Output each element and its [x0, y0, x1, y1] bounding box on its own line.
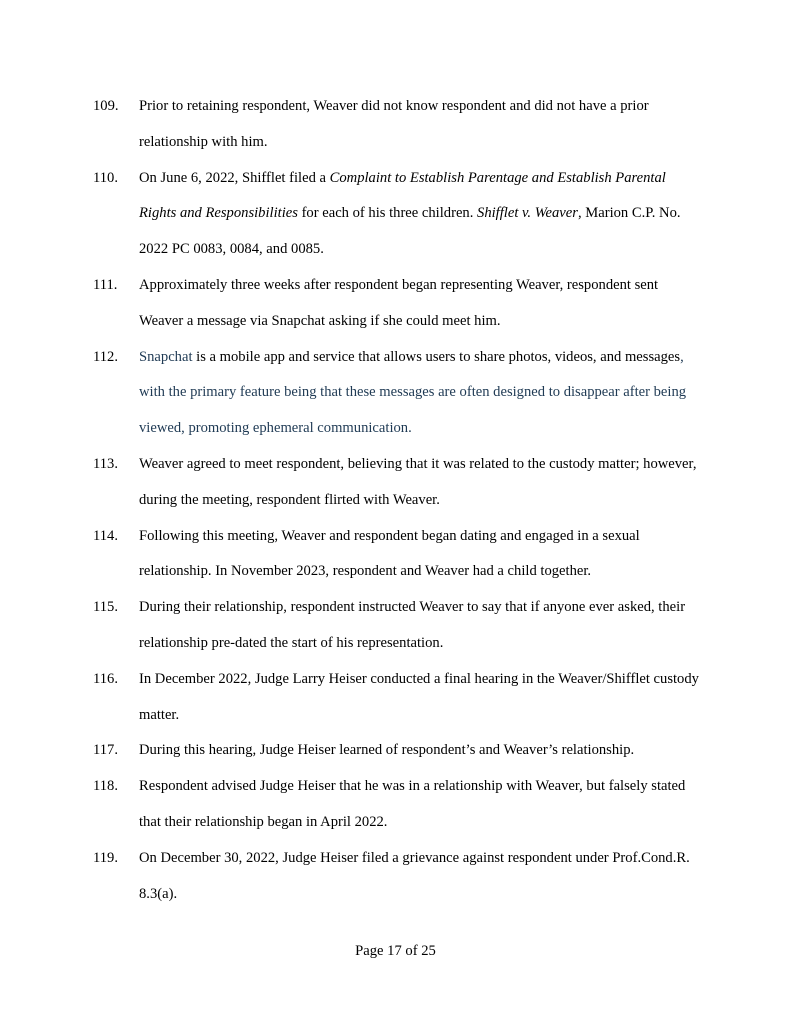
- paragraph-text: [139, 161, 703, 268]
- numbered-paragraph: [93, 662, 703, 734]
- paragraph-text-segment: Approximately three weeks after respondent began representing Weaver, respondent sent Weaver a message via Snapchat asking if she could meet him.: [139, 276, 659, 329]
- paragraph-number: 110.: [93, 169, 118, 186]
- highlighted-text: , with the primary feature being that these messages are often designed to disappear after being viewed, promoting ephemeral communication.: [139, 348, 687, 437]
- paragraph-number: 109.: [93, 98, 119, 114]
- numbered-paragraph: [93, 161, 703, 268]
- paragraph-text: [139, 89, 703, 161]
- highlighted-text: Snapchat: [139, 348, 193, 365]
- paragraph-number: 117.: [93, 742, 118, 759]
- numbered-paragraph: [93, 590, 703, 662]
- paragraph-text-segment: Prior to retaining respondent, Weaver did not know respondent and did not have a prior relationship with him.: [139, 98, 649, 150]
- paragraph-text: [139, 662, 703, 734]
- paragraph-text: [139, 733, 703, 769]
- italic-citation-text: Complaint to Establish Parentage and Establish Parental Rights and Responsibilities: [139, 169, 666, 222]
- paragraph-text-segment: On June 6, 2022, Shifflet filed a: [139, 169, 330, 186]
- paragraph-text: [139, 769, 703, 841]
- paragraph-text-segment: During their relationship, respondent instructed Weaver to say that if anyone ever asked, their relationship pre-dated the start of his representation.: [139, 599, 686, 651]
- paragraph-text-segment: In December 2022, Judge Larry Heiser conducted a final hearing in the Weaver/Shifflet custody matter.: [139, 670, 699, 723]
- numbered-paragraph: [93, 841, 703, 913]
- numbered-paragraph: [93, 447, 703, 519]
- numbered-paragraph: [93, 733, 703, 769]
- paragraph-text-segment: On December 30, 2022, Judge Heiser filed a grievance against respondent under Prof.Cond.R. 8.3(a).: [139, 849, 690, 902]
- paragraph-number: 119.: [93, 849, 118, 866]
- paragraph-number: 112.: [93, 348, 118, 365]
- paragraph-text: [139, 447, 703, 519]
- paragraph-text: [139, 841, 703, 913]
- numbered-paragraph: [93, 519, 703, 591]
- paragraph-number: 113.: [93, 455, 118, 472]
- paragraph-text-segment: is a mobile app and service that allows users to share photos, videos, and messages: [192, 348, 681, 365]
- paragraph-text-segment: Following this meeting, Weaver and respondent began dating and engaged in a sexual relationship. In November 2023, respondent and Weaver had a child together.: [139, 527, 640, 580]
- paragraph-text-segment: During this hearing, Judge Heiser learned of respondent’s and Weaver’s relationship.: [139, 742, 635, 759]
- paragraph-number: 111.: [93, 276, 118, 293]
- numbered-paragraph: [93, 340, 703, 447]
- page-footer: Page 17 of 25: [355, 943, 436, 959]
- italic-citation-text: Shifflet v. Weaver: [477, 205, 578, 222]
- paragraph-text: [139, 340, 703, 447]
- paragraph-text-segment: Weaver agreed to meet respondent, believing that it was related to the custody matter; however, during the meeting, respondent flirted with Weaver.: [139, 455, 697, 508]
- paragraph-number: 118.: [93, 778, 118, 795]
- paragraph-number: 114.: [93, 527, 118, 544]
- numbered-paragraph: [93, 769, 703, 841]
- numbered-paragraph-list: [93, 89, 703, 912]
- paragraph-text: [139, 590, 703, 662]
- numbered-paragraph: [93, 268, 703, 340]
- paragraph-text-segment: Respondent advised Judge Heiser that he was in a relationship with Weaver, but falsely stated that their relationship began in April 2022.: [139, 778, 686, 830]
- numbered-paragraph: [93, 89, 703, 161]
- paragraph-number: 116.: [93, 670, 118, 687]
- paragraph-text: [139, 519, 703, 591]
- paragraph-text: [139, 268, 703, 340]
- paragraph-text-segment: for each of his three children.: [297, 205, 478, 222]
- paragraph-text-segment: , Marion C.P. No. 2022 PC 0083, 0084, and 0085.: [139, 205, 681, 258]
- paragraph-number: 115.: [93, 599, 118, 616]
